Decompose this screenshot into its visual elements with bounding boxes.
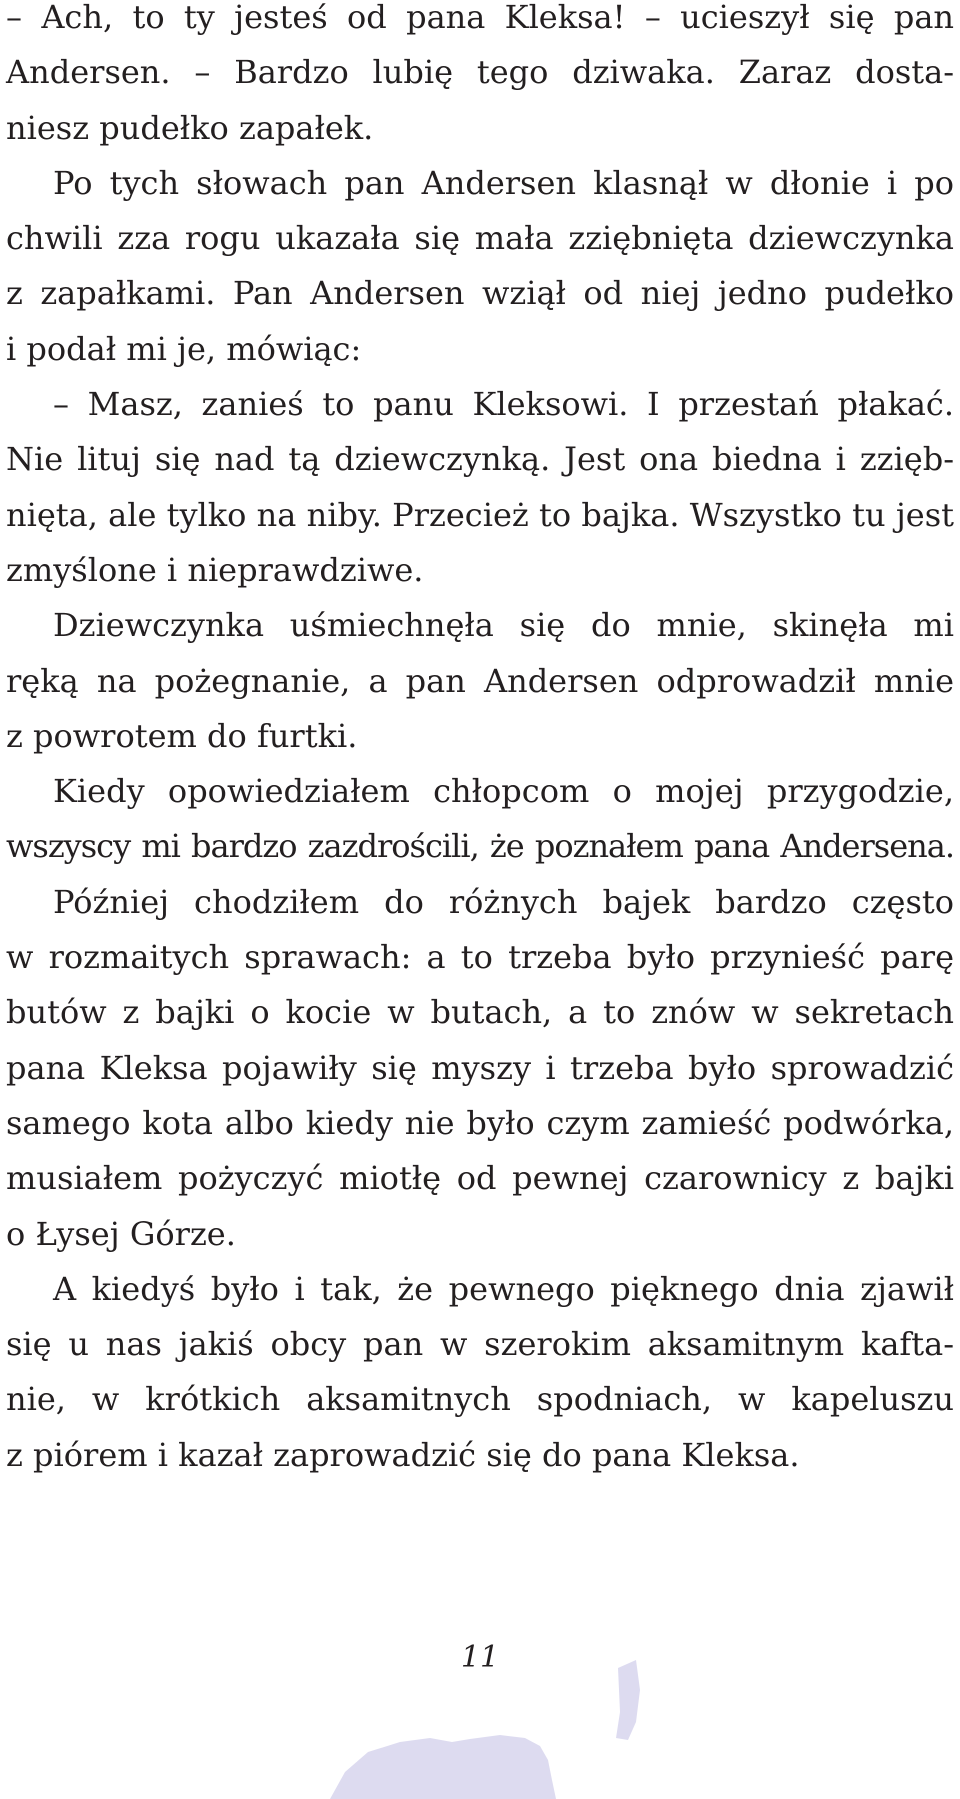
paragraph — [6, 1262, 954, 1483]
text-line: ręką na pożegnanie, a pan Andersen odprowadził mnie — [6, 661, 954, 700]
text-line: Nie lituj się nad tą dziewczynką. Jest ona biedna i zzięb- — [6, 440, 954, 479]
text-line: chwili zza rogu ukazała się mała zziębnięta dziewczynka — [6, 219, 954, 258]
text-line: niesz pudełko zapałek. — [6, 108, 374, 147]
text-line: z zapałkami. Pan Andersen wziął od niej jedno pudełko — [6, 274, 954, 313]
text-line: – Ach, to ty jesteś od pana Kleksa! – ucieszył się pan — [6, 0, 954, 36]
paragraph — [6, 0, 954, 156]
text-line: nięta, ale tylko na niby. Przecież to bajka. Wszystko tu jest — [6, 495, 954, 534]
text-line: wszyscy mi bardzo zazdrościli, że poznałem pana Andersena. — [6, 827, 954, 866]
text-line: samego kota albo kiedy nie było czym zamieść podwórka, — [6, 1103, 954, 1142]
text-line: pana Kleksa pojawiły się myszy i trzeba było sprowadzić — [6, 1048, 954, 1087]
text-line: musiałem pożyczyć miotłę od pewnej czarownicy z bajki — [6, 1159, 954, 1198]
paragraph — [6, 377, 954, 598]
text-line: butów z bajki o kocie w butach, a to znów w sekretach — [6, 993, 954, 1032]
page-number: 11 — [460, 1640, 500, 1675]
text-line: Po tych słowach pan Andersen klasnął w dłonie i po — [53, 163, 954, 202]
text-line: A kiedyś było i tak, że pewnego pięknego dnia zjawił — [53, 1269, 954, 1308]
text-line: w rozmaitych sprawach: a to trzeba było przynieść parę — [6, 938, 954, 977]
text-line: z piórem i kazał zaprowadzić się do pana Kleksa. — [6, 1435, 800, 1474]
paint-smudge-shape — [330, 1735, 556, 1799]
text-line: – Masz, zanieś to panu Kleksowi. I przestań płakać. — [53, 385, 954, 424]
text-line: zmyślone i nieprawdziwe. — [6, 550, 424, 589]
text-line: Później chodziłem do różnych bajek bardzo często — [53, 882, 954, 921]
text-line: z powrotem do furtki. — [6, 716, 358, 755]
text-line: Kiedy opowiedziałem chłopcom o mojej przygodzie, — [53, 772, 954, 811]
paint-stroke-shape — [616, 1660, 640, 1740]
paragraph — [6, 156, 954, 377]
body-text — [6, 0, 954, 1483]
paragraph — [6, 764, 954, 875]
text-line: nie, w krótkich aksamitnych spodniach, w kapeluszu — [6, 1380, 954, 1419]
paragraph — [6, 598, 954, 764]
paragraph — [6, 875, 954, 1262]
text-line: Dziewczynka uśmiechnęła się do mnie, skinęła mi — [53, 606, 954, 645]
text-line: się u nas jakiś obcy pan w szerokim aksamitnym kafta- — [6, 1325, 954, 1364]
text-line: Andersen. – Bardzo lubię tego dziwaka. Zaraz dosta- — [6, 53, 954, 92]
text-line: i podał mi je, mówiąc: — [6, 329, 362, 368]
text-line: o Łysej Górze. — [6, 1214, 236, 1253]
